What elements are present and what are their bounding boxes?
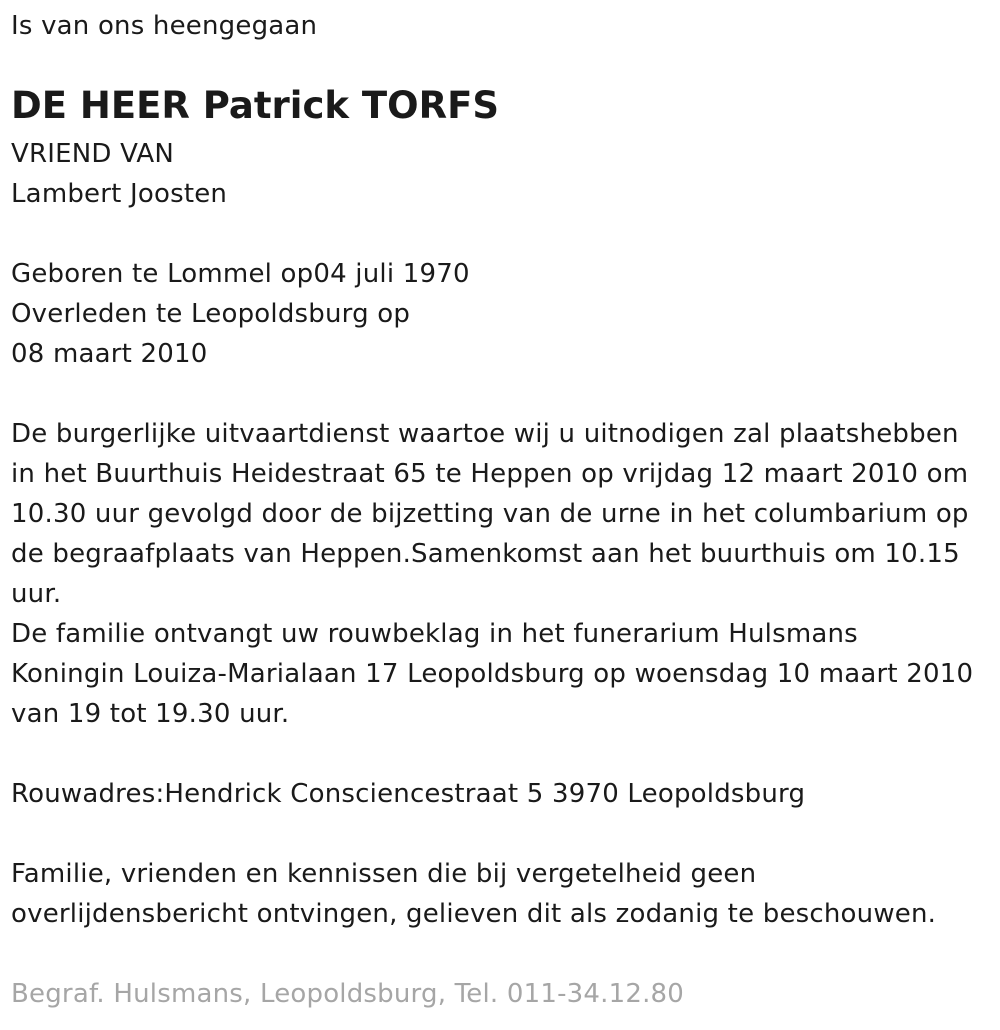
- death-line: Overleden te Leopoldsburg op: [11, 299, 411, 329]
- service-line: uur.: [11, 579, 62, 609]
- death-date: 08 maart 2010: [11, 339, 208, 369]
- deceased-name: DE HEER Patrick TORFS: [11, 84, 499, 127]
- relation-name: Lambert Joosten: [11, 179, 228, 209]
- service-line: in het Buurthuis Heidestraat 65 te Heppen op vrijdag 12 maart 2010 om: [11, 459, 969, 489]
- service-block: [11, 414, 973, 734]
- condolence-line: Koningin Louiza-Marialaan 17 Leopoldsburg op woensdag 10 maart 2010: [11, 659, 974, 689]
- service-line: de begraafplaats van Heppen.Samenkomst aan het buurthuis om 10.15: [11, 539, 960, 569]
- condolence-line: van 19 tot 19.30 uur.: [11, 699, 290, 729]
- notice-line: Familie, vrienden en kennissen die bij vergetelheid geen: [11, 859, 757, 889]
- dates-block: [11, 254, 470, 374]
- service-line: 10.30 uur gevolgd door de bijzetting van de urne in het columbarium op: [11, 499, 969, 529]
- address-block: [11, 774, 805, 814]
- relation-label: VRIEND VAN: [11, 139, 175, 169]
- service-line: De burgerlijke uitvaartdienst waartoe wij u uitnodigen zal plaatshebben: [11, 419, 959, 449]
- birth-line: Geboren te Lommel op04 juli 1970: [11, 259, 470, 289]
- relation-block: [11, 134, 227, 214]
- notice-line: overlijdensbericht ontvingen, gelieven dit als zodanig te beschouwen.: [11, 899, 937, 929]
- condolence-line: De familie ontvangt uw rouwbeklag in het funerarium Hulsmans: [11, 619, 858, 649]
- funeral-home-footer: Begraf. Hulsmans, Leopoldsburg, Tel. 011-34.12.80: [11, 979, 685, 1009]
- mourning-address: Rouwadres:Hendrick Consciencestraat 5 3970 Leopoldsburg: [11, 779, 806, 809]
- intro-text: Is van ons heengegaan: [11, 11, 318, 41]
- notice-block: [11, 854, 936, 934]
